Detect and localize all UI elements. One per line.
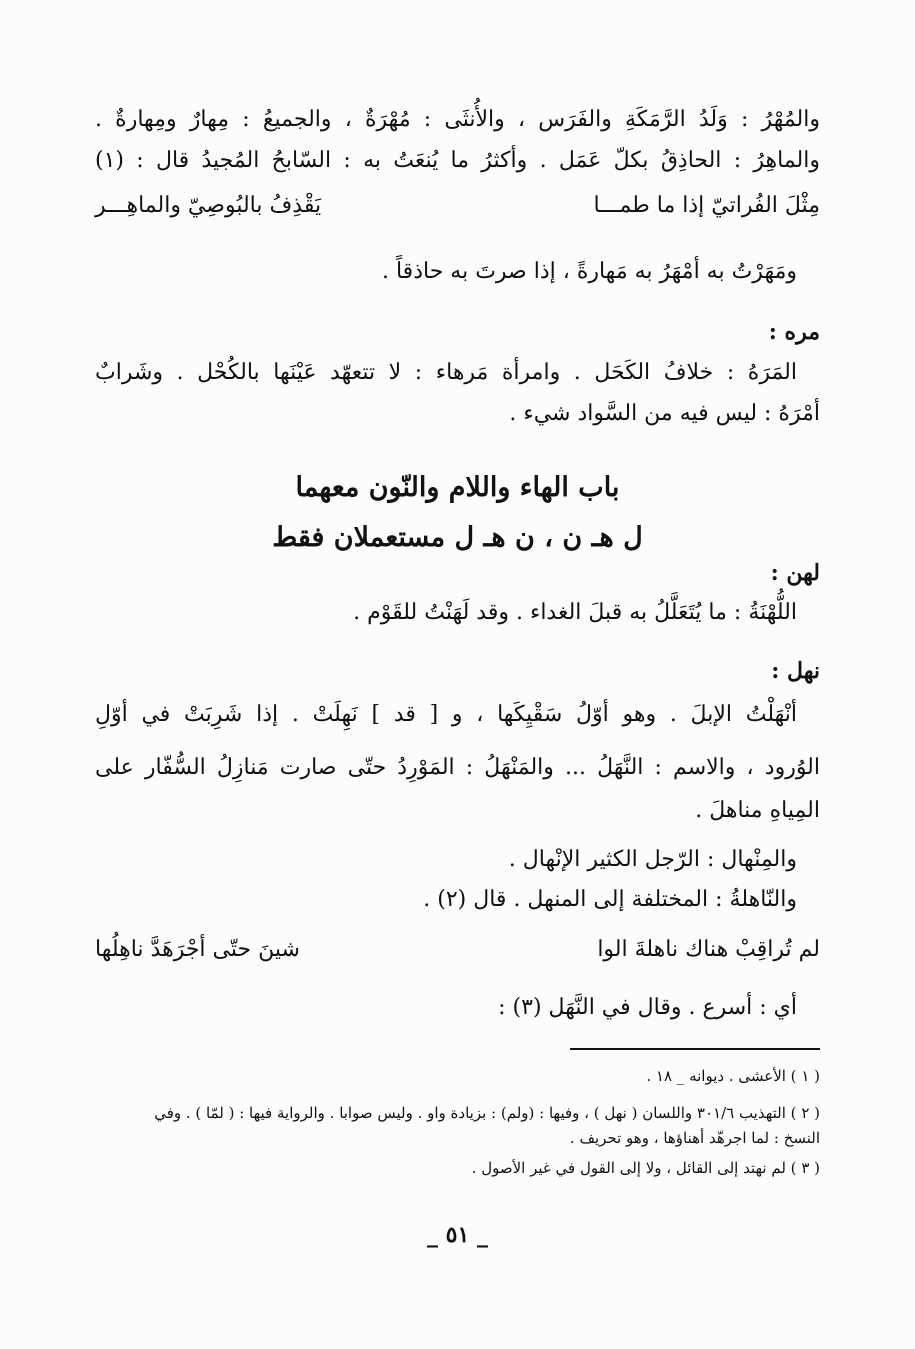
footnote-3: ( ٣ ) لم نهتد إلى القائل ، ولا إلى القول في غير الأصول . (471, 1159, 820, 1177)
verse-2 (95, 932, 820, 968)
heading-nahl: نهل : (771, 658, 820, 684)
entry-nahila: والنّاهلةُ : المختلفة إلى المنهل . قال (٢) . (423, 887, 797, 912)
chapter-title: باب الهاء واللام والنّون معهما (295, 472, 620, 503)
footnote-2-cont: النسخ : لما اجرهّد أهناؤها ، وهو تحريف . (569, 1129, 820, 1147)
verse-1-left: يَقْذِفُ بالبُوصِيّ والماهِـــر (95, 193, 322, 218)
verse-1-right: مِثْلَ الفُراتيّ إذا ما طمـــا (593, 193, 820, 218)
entry-asra: أي : أسرع . وقال في النَّهَل (٣) : (498, 995, 797, 1020)
entry-nahl-3: المِياهِ مناهلَ . (695, 798, 820, 823)
footnote-1: ( ١ ) الأعشى . ديوانه _ ١٨ . (646, 1067, 820, 1085)
footnote-divider (570, 1048, 820, 1050)
verse-2-right: لم تُراقِبْ هناك ناهلةَ الوا (597, 937, 820, 962)
heading-marah: مره : (768, 319, 820, 345)
entry-muhr: والمُهْرُ : وَلَدُ الرَّمَكَةِ والفَرَس ، والأُنثَى : مُهْرَةٌ ، والجميعُ : مِهارٌ ومِهارةٌ . (95, 107, 820, 132)
chapter-subtitle: ل هـ ن ، ن هـ ل مستعملان فقط (272, 522, 643, 553)
entry-mahir: والماهِرُ : الحاذِقُ بكلّ عَمَل . وأكثرُ ما يُنعَتُ به : السّابحُ المُجيدُ قال : (١) (95, 148, 820, 173)
entry-marah-2: أمْرَهُ : ليس فيه من السَّواد شيء . (509, 401, 820, 426)
verse-2-left: شينَ حتّى أجْرَهَدَّ ناهِلُها (95, 937, 300, 962)
verse-1 (95, 188, 820, 224)
entry-mahartu: ومَهَرْتُ به أمْهَرُ به مَهارةً ، إذا صرتَ به حاذقاً . (381, 259, 797, 284)
heading-lahn: لهن : (770, 560, 820, 586)
footnote-2: ( ٢ ) التهذيب ٣٠١/٦ واللسان ( نهل ) ، وفيها : (ولم) : بزيادة واو . وليس صوابا . والرواية فيها : ( لمّا ) . وفي (154, 1104, 820, 1122)
entry-nahl-2: الوُرود ، والاسم : النَّهَلُ ... والمَنْهَلُ : المَوْرِدُ حتّى صارت مَنازِلُ السُّفّار على (95, 755, 820, 780)
entry-marah-1: المَرَهُ : خلافُ الكَحَل . وامرأة مَرهاء : لا تتعهّد عَيْنَها بالكُحْل . وشَرابٌ (95, 360, 797, 385)
entry-nahl-1: أنْهَلْتُ الإبلَ . وهو أوّلُ سَقْيِكَها ، و [ قد ] نَهِلَتْ . إذا شَرِبَتْ في أوّلِ (95, 702, 797, 727)
page-number: _ ٥١ _ (427, 1222, 488, 1248)
entry-minhal: والمِنْهال : الرّجل الكثير الإنْهال . (508, 847, 797, 872)
entry-luhna: اللُّهْنَةُ : ما يُتَعَلَّلُ به قبلَ الغداء . وقد لَهَنْتُ للقَوْم . (353, 600, 797, 625)
